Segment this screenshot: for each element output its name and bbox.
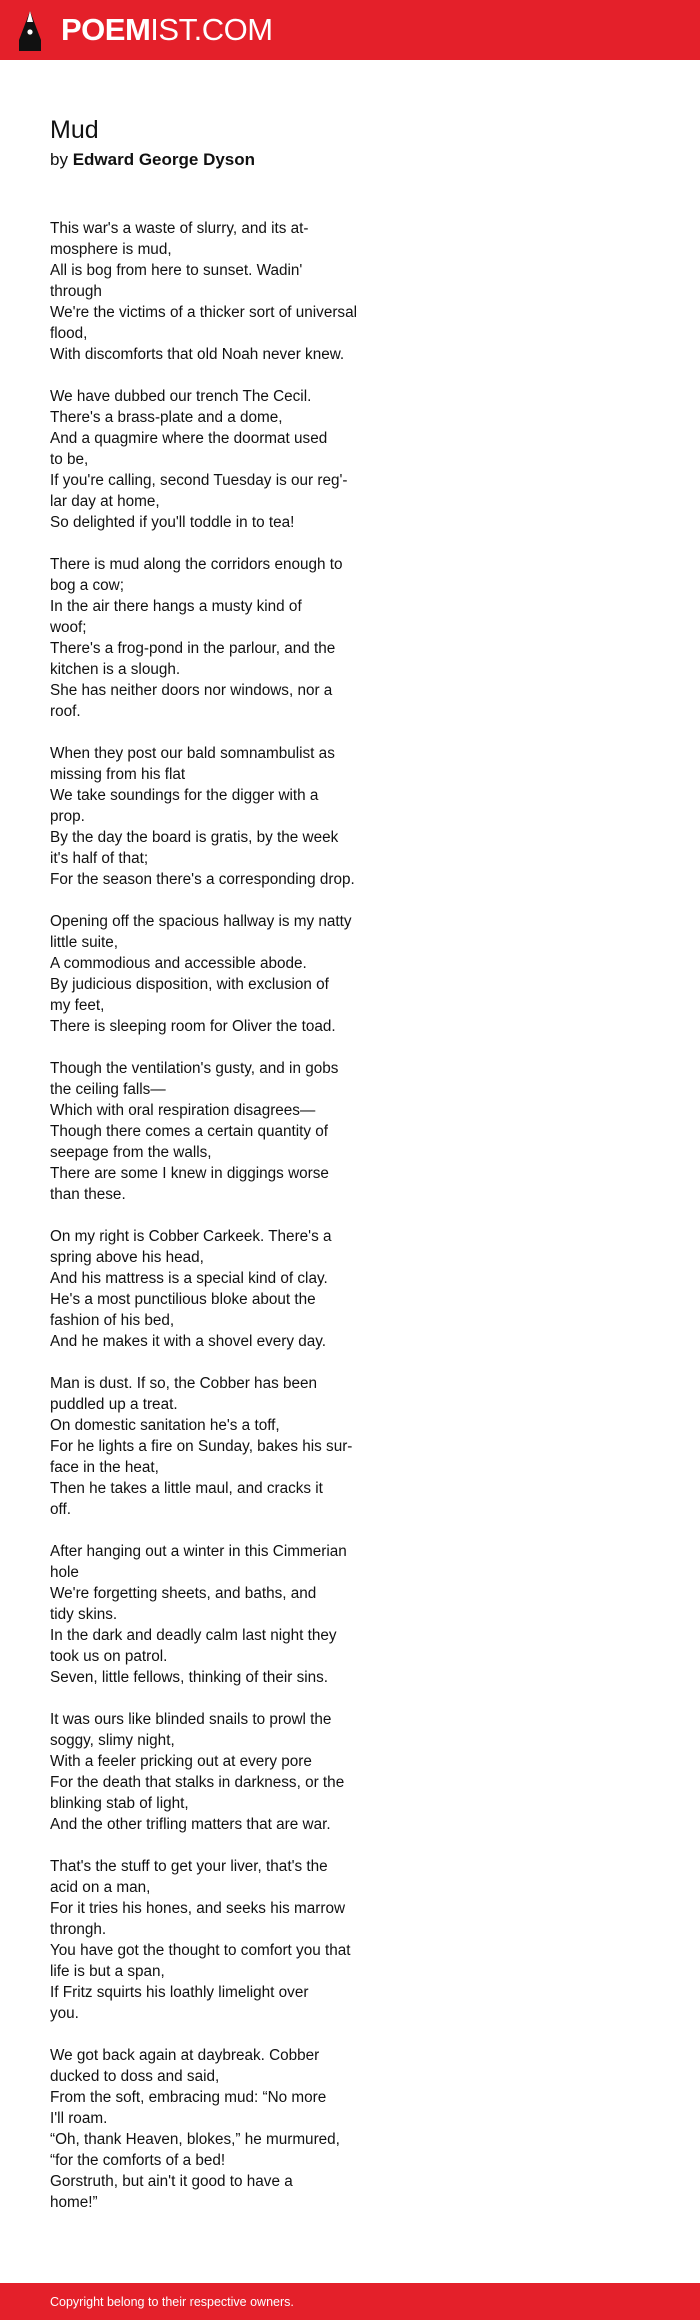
poem-line: We're the victims of a thicker sort of universal — [50, 304, 357, 321]
poem-line: All is bog from here to sunset. Wadin' — [50, 262, 303, 279]
poem-line: After hanging out a winter in this Cimmerian — [50, 1543, 347, 1560]
poem-line: than these. — [50, 1186, 126, 1203]
poem-header — [50, 114, 450, 172]
site-header — [0, 0, 700, 60]
poem-line: Gorstruth, but ain't it good to have a — [50, 2173, 293, 2190]
stanza — [50, 1226, 450, 1352]
poem-line: He's a most punctilious bloke about the — [50, 1291, 316, 1308]
poem-line: We take soundings for the digger with a — [50, 787, 319, 804]
poem-line: With a feeler pricking out at every pore — [50, 1753, 312, 1770]
poem-line: Then he takes a little maul, and cracks it — [50, 1480, 323, 1497]
poem-line: And the other trifling matters that are war. — [50, 1816, 331, 1833]
poem-body — [50, 218, 450, 2234]
poem-line: For it tries his hones, and seeks his marrow — [50, 1900, 346, 1917]
poem-line: For he lights a fire on Sunday, bakes his sur- — [50, 1438, 353, 1455]
poem-line: took us on patrol. — [50, 1648, 168, 1665]
poem-line: home!” — [50, 2194, 98, 2211]
poem-line: woof; — [50, 619, 87, 636]
poem-line: prop. — [50, 808, 85, 825]
stanza — [50, 1856, 450, 2024]
poem-line: fashion of his bed, — [50, 1312, 175, 1329]
poem-line: So delighted if you'll toddle in to tea! — [50, 514, 295, 531]
poem-line: For the death that stalks in darkness, or the — [50, 1774, 345, 1791]
poem-line: roof. — [50, 703, 81, 720]
poem-line: Though the ventilation's gusty, and in gobs — [50, 1060, 339, 1077]
poem-line: Opening off the spacious hallway is my natty — [50, 913, 352, 930]
poem-line: Though there comes a certain quantity of — [50, 1123, 329, 1140]
poem-line: I'll roam. — [50, 2110, 108, 2127]
poem-line: throngh. — [50, 1921, 107, 1938]
poem-line: A commodious and accessible abode. — [50, 955, 307, 972]
poem-line: If Fritz squirts his loathly limelight over — [50, 1984, 309, 2001]
poem-line: flood, — [50, 325, 88, 342]
poem-line: And he makes it with a shovel every day. — [50, 1333, 327, 1350]
site-name-bold: POEM — [61, 12, 151, 47]
poem-line: There are some I knew in diggings worse — [50, 1165, 329, 1182]
poem-line: There is mud along the corridors enough to — [50, 556, 343, 573]
poem-line: It was ours like blinded snails to prowl the — [50, 1711, 332, 1728]
poem-line: blinking stab of light, — [50, 1795, 189, 1812]
poem-line: ducked to doss and said, — [50, 2068, 220, 2085]
poem-line: By judicious disposition, with exclusion of — [50, 976, 329, 993]
poem-line: my feet, — [50, 997, 105, 1014]
poem-line: hole — [50, 1564, 79, 1581]
poem-line: Which with oral respiration disagrees— — [50, 1102, 316, 1119]
stanza — [50, 386, 450, 533]
poem-line: off. — [50, 1501, 71, 1518]
poem-line: That's the stuff to get your liver, that's the — [50, 1858, 328, 1875]
by-label: by — [50, 150, 68, 169]
poem-line: There's a frog-pond in the parlour, and the — [50, 640, 336, 657]
stanza — [50, 743, 450, 890]
poem-line: missing from his flat — [50, 766, 186, 783]
poem-line: There's a brass-plate and a dome, — [50, 409, 283, 426]
poem-line: Man is dust. If so, the Cobber has been — [50, 1375, 318, 1392]
copyright-text: Copyright belong to their respective owners. — [50, 2295, 294, 2309]
poem-line: soggy, slimy night, — [50, 1732, 175, 1749]
poem-line: By the day the board is gratis, by the week — [50, 829, 339, 846]
poem-line: tidy skins. — [50, 1606, 118, 1623]
poem-line: “Oh, thank Heaven, blokes,” he murmured, — [50, 2131, 340, 2148]
poem-line: On my right is Cobber Carkeek. There's a — [50, 1228, 332, 1245]
poem-line: the ceiling falls— — [50, 1081, 166, 1098]
poem-line: And a quagmire where the doormat used — [50, 430, 328, 447]
stanza — [50, 218, 450, 365]
poem-line: From the soft, embracing mud: “No more — [50, 2089, 327, 2106]
poem-line: She has neither doors nor windows, nor a — [50, 682, 333, 699]
poem-line: seepage from the walls, — [50, 1144, 212, 1161]
poem-line: We're forgetting sheets, and baths, and — [50, 1585, 317, 1602]
poem-line: We have dubbed our trench The Cecil. — [50, 388, 312, 405]
poem-line: life is but a span, — [50, 1963, 165, 1980]
poem-line: When they post our bald somnambulist as — [50, 745, 335, 762]
poem-line: And his mattress is a special kind of clay. — [50, 1270, 328, 1287]
site-logo[interactable] — [61, 13, 273, 47]
poem-line: mosphere is mud, — [50, 241, 172, 258]
poem-line: In the air there hangs a musty kind of — [50, 598, 302, 615]
poem-line: This war's a waste of slurry, and its at- — [50, 220, 309, 237]
poem-line: it's half of that; — [50, 850, 149, 867]
poem-line: There is sleeping room for Oliver the toad. — [50, 1018, 336, 1035]
stanza — [50, 1058, 450, 1205]
poem-line: Seven, little fellows, thinking of their sins. — [50, 1669, 329, 1686]
poem-line: little suite, — [50, 934, 119, 951]
stanza — [50, 554, 450, 722]
byline — [50, 148, 450, 172]
stanza — [50, 1373, 450, 1520]
site-name-light: IST.COM — [150, 12, 273, 47]
poem-line: If you're calling, second Tuesday is our reg'- — [50, 472, 348, 489]
stanza — [50, 1709, 450, 1835]
poem-line: bog a cow; — [50, 577, 124, 594]
stanza — [50, 2045, 450, 2213]
poem-line: On domestic sanitation he's a toff, — [50, 1417, 280, 1434]
poem-line: With discomforts that old Noah never knew. — [50, 346, 345, 363]
poem-line: spring above his head, — [50, 1249, 204, 1266]
site-footer — [0, 2283, 700, 2320]
poem-line: puddled up a treat. — [50, 1396, 178, 1413]
poem-title: Mud — [50, 116, 99, 144]
stanza — [50, 1541, 450, 1688]
poem-line: acid on a man, — [50, 1879, 151, 1896]
poem-line: kitchen is a slough. — [50, 661, 181, 678]
poem-line: you. — [50, 2005, 79, 2022]
poem-line: “for the comforts of a bed! — [50, 2152, 226, 2169]
poem-line: You have got the thought to comfort you that — [50, 1942, 351, 1959]
pen-nib-icon[interactable] — [17, 10, 43, 52]
stanza — [50, 911, 450, 1037]
poem-line: In the dark and deadly calm last night they — [50, 1627, 337, 1644]
author-name[interactable]: Edward George Dyson — [72, 150, 256, 169]
poem-line: face in the heat, — [50, 1459, 159, 1476]
poem-line: We got back again at daybreak. Cobber — [50, 2047, 320, 2064]
poem-line: through — [50, 283, 102, 300]
poem-line: to be, — [50, 451, 89, 468]
poem-line: lar day at home, — [50, 493, 160, 510]
poem-line: For the season there's a corresponding drop. — [50, 871, 355, 888]
